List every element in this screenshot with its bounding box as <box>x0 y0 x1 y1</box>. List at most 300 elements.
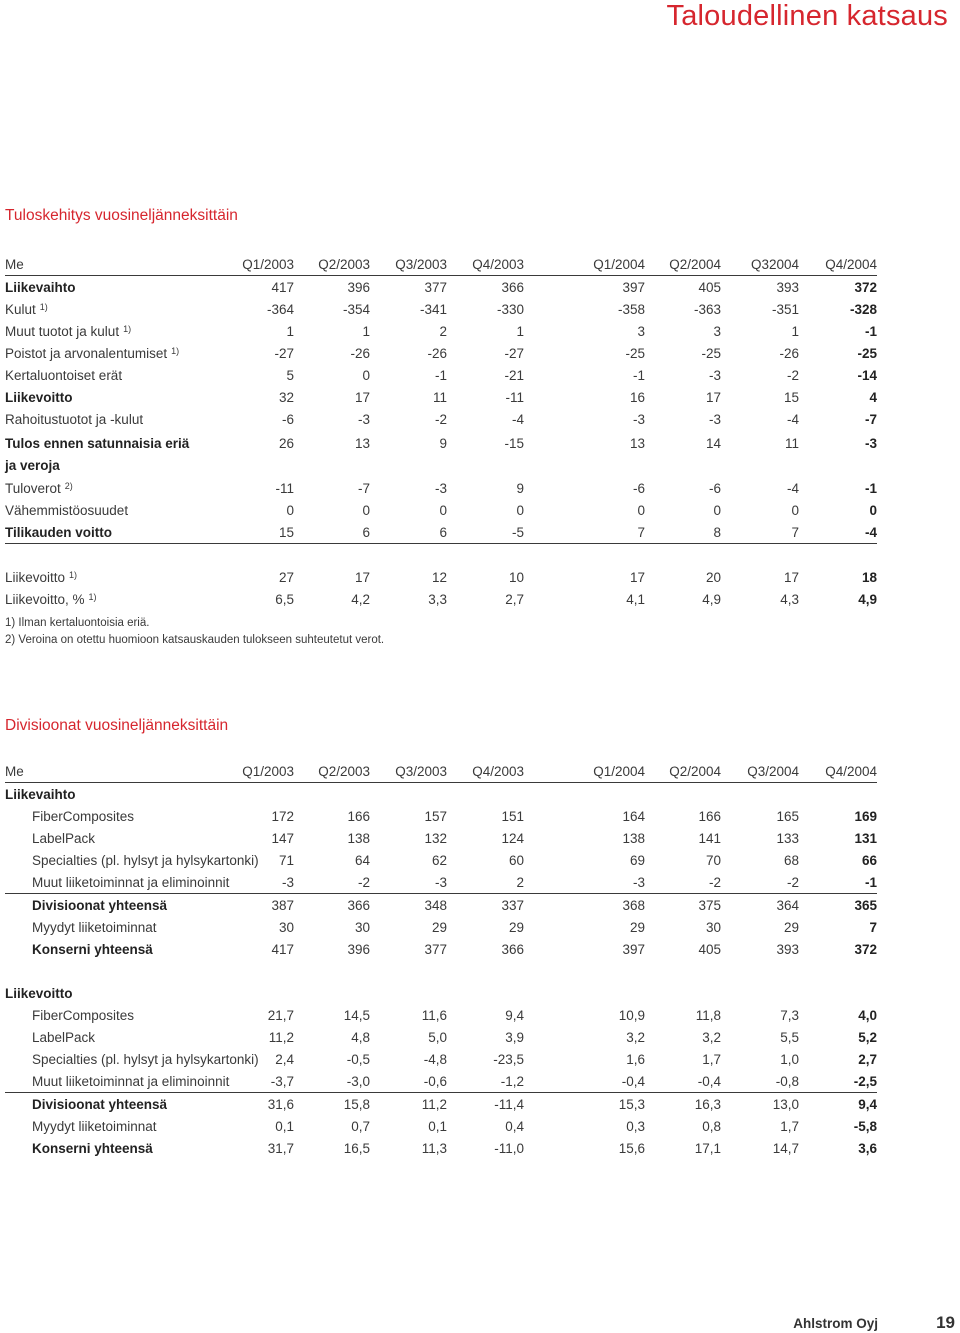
row-label-text: Kertaluontoiset erät <box>5 367 123 383</box>
table-row <box>5 499 877 521</box>
row-label <box>5 430 218 477</box>
row-value: 3,9 <box>505 1029 524 1045</box>
row-value: 15,3 <box>618 1096 645 1112</box>
row-value: 164 <box>622 808 645 824</box>
column-header: Q4/2004 <box>799 254 877 276</box>
row-value: 366 <box>347 897 370 913</box>
row-value: -2 <box>645 871 721 894</box>
row-value: -363 <box>693 301 721 317</box>
row-value: -26 <box>427 345 447 361</box>
row-value: 365 <box>854 897 877 913</box>
row-value: 7 <box>524 521 645 544</box>
table-row <box>5 364 877 386</box>
row-value: 132 <box>424 830 447 846</box>
column-header: Q32004 <box>721 254 799 276</box>
row-value: -3 <box>864 436 877 451</box>
row-label-text: Kulut <box>5 301 36 317</box>
row-value: 417 <box>271 941 294 957</box>
row-value: 147 <box>271 830 294 846</box>
row-label <box>5 894 218 917</box>
column-header-unit: Me <box>5 761 218 783</box>
row-value: 141 <box>698 830 721 846</box>
row-value: 6 <box>294 521 370 544</box>
row-value: 17 <box>705 389 721 405</box>
column-header: Q4/2003 <box>447 761 524 783</box>
row-value: 3,2 <box>626 1029 645 1045</box>
row-value: -2,5 <box>799 1070 877 1093</box>
row-label-text-continued: ja veroja <box>5 458 60 473</box>
row-value: -23,5 <box>493 1051 524 1067</box>
row-value: 14,7 <box>772 1140 799 1156</box>
row-value: 138 <box>622 830 645 846</box>
row-label-text: FiberComposites <box>32 808 135 824</box>
row-value: 3,6 <box>858 1140 877 1156</box>
row-value: 0 <box>637 502 645 518</box>
row-value: -26 <box>779 345 799 361</box>
row-value: 10,9 <box>618 1007 645 1023</box>
row-label-text: Liikevoitto <box>5 389 73 405</box>
row-value: -364 <box>266 301 294 317</box>
row-value: 172 <box>271 808 294 824</box>
row-value: 29 <box>431 919 447 935</box>
row-value: 60 <box>508 852 524 868</box>
page-number: 19 <box>936 1313 955 1332</box>
row-value: -11 <box>275 480 294 496</box>
row-value: 396 <box>347 941 370 957</box>
row-value: 1,6 <box>626 1051 645 1067</box>
row-value: 366 <box>501 941 524 957</box>
row-value: 18 <box>861 569 877 585</box>
row-value: 62 <box>431 852 447 868</box>
row-label <box>5 386 218 408</box>
column-header: Q3/2003 <box>370 761 447 783</box>
row-value: -25 <box>701 345 721 361</box>
row-label <box>5 364 218 386</box>
row-value: 16,5 <box>343 1140 370 1156</box>
row-value: 375 <box>698 897 721 913</box>
table-row <box>5 1070 877 1093</box>
table-row <box>5 1026 877 1048</box>
row-value: 26 <box>278 436 294 451</box>
row-label <box>5 805 218 827</box>
row-value: -3 <box>357 411 370 427</box>
table-row <box>5 430 877 477</box>
row-value: 0,1 <box>428 1118 447 1134</box>
row-value: -0,5 <box>346 1051 370 1067</box>
row-value: 13 <box>354 436 370 451</box>
row-value: -0,8 <box>721 1070 799 1093</box>
row-value: 8 <box>645 521 721 544</box>
row-value: -11 <box>505 389 524 405</box>
row-value: 11,6 <box>421 1007 447 1023</box>
row-label <box>5 298 218 320</box>
row-value: 4 <box>869 389 877 405</box>
row-value: -27 <box>274 345 294 361</box>
row-value: -3 <box>708 367 721 383</box>
row-label-text: Liikevoitto <box>5 569 66 585</box>
row-value: 337 <box>501 897 524 913</box>
row-value: -11,0 <box>494 1140 524 1156</box>
row-value: 165 <box>776 808 799 824</box>
table-row <box>5 849 877 871</box>
row-label <box>5 499 218 521</box>
table-row <box>5 1093 877 1116</box>
row-label-text: Muut tuotot ja kulut <box>5 323 120 339</box>
row-value: 30 <box>354 919 370 935</box>
footer-company: Ahlstrom Oyj <box>793 1316 878 1331</box>
row-value: 9 <box>439 436 447 451</box>
row-value: -3 <box>524 871 645 894</box>
table-row <box>5 276 877 299</box>
row-label-text: Tulos ennen satunnaisia eriä <box>5 436 190 451</box>
row-value: -2 <box>721 871 799 894</box>
row-value: -0,4 <box>645 1070 721 1093</box>
row-value: -3 <box>434 480 447 496</box>
row-value: 5,0 <box>428 1029 447 1045</box>
row-label-text: FiberComposites <box>32 1007 135 1023</box>
row-value: 393 <box>776 941 799 957</box>
row-label <box>5 477 218 499</box>
table-row <box>5 521 877 544</box>
row-value: 17 <box>783 569 799 585</box>
row-value: -6 <box>281 411 294 427</box>
page-title: Taloudellinen katsaus <box>666 0 948 32</box>
table-row <box>5 342 877 364</box>
row-label-text: LabelPack <box>32 830 96 846</box>
row-value: 131 <box>854 830 877 846</box>
row-value: 1 <box>362 323 370 339</box>
row-label-text: Rahoitustuotot ja -kulut <box>5 411 144 427</box>
row-value: 397 <box>622 941 645 957</box>
row-value: 9,4 <box>858 1096 877 1112</box>
row-value: 11,8 <box>695 1007 721 1023</box>
row-label <box>5 1137 218 1159</box>
row-value: -0,6 <box>370 1070 447 1093</box>
row-value: 1,0 <box>780 1051 799 1067</box>
row-value: 13,0 <box>772 1096 799 1112</box>
row-value: -3 <box>708 411 721 427</box>
column-header-unit: Me <box>5 254 218 276</box>
row-value: 10 <box>508 569 524 585</box>
row-value: 377 <box>424 279 447 295</box>
row-value: 366 <box>501 279 524 295</box>
row-value: -4 <box>786 411 799 427</box>
row-value: 1 <box>516 323 524 339</box>
row-value: 2,4 <box>275 1051 294 1067</box>
row-value: -5,8 <box>853 1118 877 1134</box>
column-header: Q1/2003 <box>218 761 294 783</box>
row-label <box>5 588 218 610</box>
row-value: -341 <box>419 301 447 317</box>
row-value: -1 <box>434 367 447 383</box>
row-value: -15 <box>504 436 524 451</box>
row-value: 15 <box>218 521 294 544</box>
row-label-text: Muut liiketoiminnat ja eliminoinnit <box>32 1073 230 1089</box>
table-header-row <box>5 254 877 276</box>
row-value: -7 <box>864 411 877 427</box>
column-header: Q2/2003 <box>294 254 370 276</box>
row-value: 0 <box>362 502 370 518</box>
row-value: 31,7 <box>267 1140 294 1156</box>
row-value: 169 <box>854 808 877 824</box>
row-value: 3 <box>637 323 645 339</box>
row-label <box>5 1004 218 1026</box>
row-value: 66 <box>861 852 877 868</box>
row-label-text: Specialties (pl. hylsyt ja hylsykartonki) <box>32 1051 259 1067</box>
row-value: 20 <box>705 569 721 585</box>
row-value: 11,2 <box>421 1096 447 1112</box>
row-label <box>5 1070 230 1093</box>
row-value: 2 <box>447 871 524 894</box>
row-value: -2 <box>294 871 370 894</box>
row-value: 387 <box>271 897 294 913</box>
row-value: 15,6 <box>618 1140 645 1156</box>
row-value: 364 <box>776 897 799 913</box>
row-value: 15 <box>783 389 799 405</box>
row-label <box>5 1026 218 1048</box>
table-row <box>5 320 877 342</box>
column-header: Q1/2004 <box>524 254 645 276</box>
footnote-1: 1) Ilman kertaluontoisia eriä. <box>5 617 150 629</box>
row-label-text: Liikevaihto <box>5 279 76 295</box>
row-value: -5 <box>447 521 524 544</box>
row-label <box>5 521 218 544</box>
row-footnote-mark: 1) <box>69 569 78 580</box>
section-title-divisions: Divisioonat vuosineljänneksittäin <box>5 717 229 734</box>
table-row <box>5 805 877 827</box>
row-value: -3 <box>632 411 645 427</box>
row-value: 0,4 <box>505 1118 524 1134</box>
column-header: Q1/2003 <box>218 254 294 276</box>
row-value: -6 <box>632 480 645 496</box>
row-label-text: Myydyt liiketoiminnat <box>32 1118 157 1134</box>
row-value: 16 <box>629 389 645 405</box>
table-row <box>5 298 877 320</box>
row-value: 4,0 <box>858 1007 877 1023</box>
row-value: 396 <box>347 279 370 295</box>
row-value: 71 <box>278 852 294 868</box>
row-value: 9,4 <box>505 1007 524 1023</box>
column-header: Q4/2004 <box>799 761 877 783</box>
row-label-text: Tuloverot <box>5 480 61 496</box>
row-value: -1 <box>799 871 877 894</box>
row-value: -330 <box>496 301 524 317</box>
row-value: 69 <box>629 852 645 868</box>
row-value: 14,5 <box>343 1007 370 1023</box>
row-value: -0,4 <box>524 1070 645 1093</box>
row-value: -21 <box>504 367 524 383</box>
row-value: 27 <box>278 569 294 585</box>
row-value: 15,8 <box>343 1096 370 1112</box>
row-label-text: Konserni yhteensä <box>32 1140 153 1156</box>
row-value: 417 <box>271 279 294 295</box>
row-value: 0,3 <box>626 1118 645 1134</box>
row-value: -351 <box>771 301 799 317</box>
row-value: 166 <box>347 808 370 824</box>
row-value: -7 <box>357 480 370 496</box>
group-title: Liikevaihto <box>5 786 76 802</box>
column-header: Q3/2003 <box>370 254 447 276</box>
row-value: -4,8 <box>423 1051 447 1067</box>
row-value: 12 <box>431 569 447 585</box>
row-value: 31,6 <box>267 1096 294 1112</box>
row-label-text: Vähemmistöosuudet <box>5 502 129 518</box>
row-value: 133 <box>776 830 799 846</box>
table-row <box>5 566 877 588</box>
column-header: Q2/2004 <box>645 761 721 783</box>
row-value: 166 <box>698 808 721 824</box>
row-label <box>5 566 218 588</box>
row-value: 32 <box>278 389 294 405</box>
row-value: 397 <box>622 279 645 295</box>
row-label <box>5 849 259 871</box>
row-value: -354 <box>342 301 370 317</box>
row-value: 0 <box>362 367 370 383</box>
row-label <box>5 276 218 299</box>
spacer-cell <box>5 960 877 982</box>
row-value: -11,4 <box>494 1096 524 1112</box>
row-value: -328 <box>849 301 877 317</box>
row-label <box>5 871 230 894</box>
row-value: 2 <box>439 323 447 339</box>
row-label <box>5 827 218 849</box>
row-value: 4,8 <box>351 1029 370 1045</box>
row-value: 0 <box>713 502 721 518</box>
row-value: -1 <box>864 480 877 496</box>
row-value: 138 <box>347 830 370 846</box>
row-value: 7 <box>869 919 877 935</box>
quarterly-results-table <box>5 254 877 610</box>
row-value: 2,7 <box>505 591 524 607</box>
row-value: -3,7 <box>218 1070 294 1093</box>
column-header: Q4/2003 <box>447 254 524 276</box>
row-label-text: Konserni yhteensä <box>32 941 153 957</box>
table-header-row <box>5 761 877 783</box>
row-label-text: Divisioonat yhteensä <box>32 1096 168 1112</box>
group-title-row <box>5 783 877 806</box>
row-value: 11 <box>784 436 799 451</box>
table-row <box>5 588 877 610</box>
row-value: 377 <box>424 941 447 957</box>
row-value: 348 <box>424 897 447 913</box>
row-value: 6 <box>370 521 447 544</box>
row-value: -4 <box>786 480 799 496</box>
table-row <box>5 938 877 960</box>
row-footnote-mark: 1) <box>88 591 97 602</box>
row-value: 17 <box>354 389 370 405</box>
row-value: -358 <box>617 301 645 317</box>
row-label <box>5 916 218 938</box>
row-value: 0 <box>439 502 447 518</box>
row-value: -4 <box>511 411 524 427</box>
row-value: 4,3 <box>780 591 799 607</box>
row-label <box>5 320 218 342</box>
table-row <box>5 894 877 917</box>
row-value: 372 <box>854 279 877 295</box>
row-footnote-mark: 1) <box>39 301 48 312</box>
row-value: 0 <box>791 502 799 518</box>
table-row <box>5 1004 877 1026</box>
row-value: -25 <box>857 345 877 361</box>
row-value: 2,7 <box>858 1051 877 1067</box>
row-value: 70 <box>705 852 721 868</box>
row-label-text: Divisioonat yhteensä <box>32 897 168 913</box>
group-title-row <box>5 982 877 1004</box>
row-label <box>5 1093 218 1116</box>
table-row <box>5 827 877 849</box>
row-footnote-mark: 1) <box>123 323 132 334</box>
row-footnote-mark: 2) <box>64 480 73 491</box>
row-value: 9 <box>516 480 524 496</box>
row-value: -3 <box>370 871 447 894</box>
column-header: Q1/2004 <box>524 761 645 783</box>
row-value: 30 <box>705 919 721 935</box>
row-value: 3,2 <box>702 1029 721 1045</box>
row-value: -2 <box>434 411 447 427</box>
table-row <box>5 1115 877 1137</box>
table-row <box>5 1048 877 1070</box>
row-value: -25 <box>625 345 645 361</box>
divisions-table <box>5 761 877 1159</box>
row-value: 368 <box>622 897 645 913</box>
row-value: 4,2 <box>351 591 370 607</box>
row-value: 5 <box>286 367 294 383</box>
row-label-text: Liikevoitto, % <box>5 591 85 607</box>
row-value: 393 <box>776 279 799 295</box>
row-value: 11,3 <box>421 1140 447 1156</box>
column-header: Q2/2004 <box>645 254 721 276</box>
row-value: 1 <box>791 323 799 339</box>
row-label <box>5 342 218 364</box>
row-value: 124 <box>501 830 524 846</box>
row-value: 405 <box>698 941 721 957</box>
row-value: 405 <box>698 279 721 295</box>
row-value: 29 <box>783 919 799 935</box>
spacer-cell <box>5 544 877 567</box>
row-value: 11 <box>432 389 447 405</box>
row-value: 4,1 <box>626 591 645 607</box>
row-value: -1 <box>864 323 877 339</box>
footnote-2: 2) Veroina on otettu huomioon katsauskauden tulokseen suhteutetut verot. <box>5 634 385 646</box>
row-label <box>5 1115 218 1137</box>
row-value: 6,5 <box>275 591 294 607</box>
row-value: -27 <box>504 345 524 361</box>
column-header: Q3/2004 <box>721 761 799 783</box>
column-header: Q2/2003 <box>294 761 370 783</box>
row-label-text: Poistot ja arvonalentumiset <box>5 345 168 361</box>
row-value: -26 <box>350 345 370 361</box>
row-value: -1,2 <box>447 1070 524 1093</box>
group-title: Liikevoitto <box>5 985 73 1001</box>
row-value: 0 <box>516 502 524 518</box>
row-value: 11,2 <box>268 1029 294 1045</box>
row-value: 1,7 <box>780 1118 799 1134</box>
row-value: 151 <box>501 808 524 824</box>
row-value: 0,1 <box>275 1118 294 1134</box>
row-label <box>5 1048 259 1070</box>
row-value: 13 <box>629 436 645 451</box>
row-value: -2 <box>786 367 799 383</box>
row-value: 21,7 <box>267 1007 294 1023</box>
row-value: 30 <box>278 919 294 935</box>
row-value: 1,7 <box>702 1051 721 1067</box>
row-value: -3,0 <box>294 1070 370 1093</box>
row-value: 14 <box>705 436 721 451</box>
row-value: 4,9 <box>702 591 721 607</box>
table-row <box>5 871 877 894</box>
table-row <box>5 477 877 499</box>
spacer-row <box>5 544 877 567</box>
